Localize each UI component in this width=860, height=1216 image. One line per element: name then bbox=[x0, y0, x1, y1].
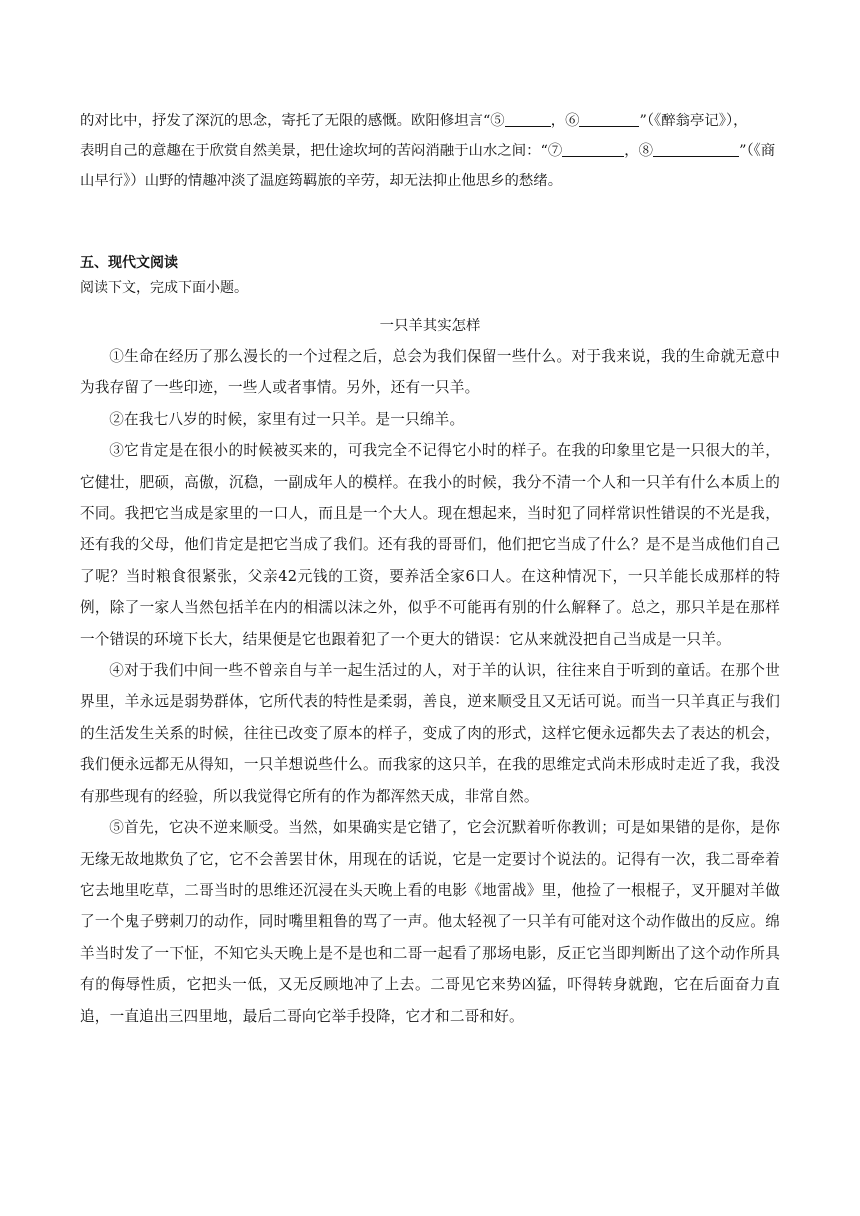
article-paragraph-1: ①生命在经历了那么漫长的一个过程之后，总会为我们保留一些什么。对于我来说，我的生命就无意中为我存留了一些印迹，一些人或者事情。另外，还有一只羊。 bbox=[80, 348, 780, 397]
text-segment: ”（《醉翁亭记》）， bbox=[639, 113, 748, 129]
answer-blank-6[interactable] bbox=[579, 112, 639, 127]
fill-in-text bbox=[80, 106, 780, 196]
article-title: 一只羊其实怎样 bbox=[379, 318, 481, 334]
article-paragraph-5: ⑤首先，它决不逆来顺受。当然，如果确实是它错了，它会沉默着听你教训；可是如果错的是你，是你无缘无故地欺负了它，它不会善罢甘休，用现在的话说，它是一定要讨个说法的。记得有一次，我二哥牵着它去地里吃草，二哥当时的思维还沉浸在头天晚上看的电影《地雷战》里，他捡了一根棍子，叉开腿对羊做了一个鬼子劈刺刀的动作，同时嘴里粗鲁的骂了一声。他太轻视了一只羊有可能对这个动作做出的反应。绵羊当时发了一下怔，不知它头天晚上是不是也和二哥一起看了那场电影，反正它当即判断出了这个动作所具有的侮辱性质，它把头一低，又无反顾地冲了上去。二哥见它来势凶猛，吓得转身就跑，它在后面奋力直追，一直追出三四里地，最后二哥向它举手投降，它才和二哥和好。 bbox=[80, 819, 780, 1025]
article-body bbox=[80, 341, 780, 1032]
text-segment: 表明自己的意趣在于欣赏自然美景，把仕途坎坷的苦闷消融于山水之间：“⑦ bbox=[80, 143, 563, 159]
section-instruction: 阅读下文，完成下面小题。 bbox=[80, 280, 248, 296]
answer-blank-7[interactable] bbox=[562, 142, 624, 157]
text-segment: 山早行》）山野的情趣冲淡了温庭筠羁旅的辛劳，却无法抑止他思乡的愁绪。 bbox=[80, 173, 563, 189]
article-paragraph-2: ②在我七八岁的时候，家里有过一只羊。是一只绵羊。 bbox=[109, 410, 465, 428]
text-segment: 的对比中，抒发了深沉的思念，寄托了无限的感慨。欧阳修坦言“⑤ bbox=[80, 113, 505, 129]
text-segment: ”（《商 bbox=[739, 143, 776, 159]
answer-blank-5[interactable] bbox=[505, 112, 551, 127]
article-paragraph-4: ④对于我们中间一些不曾亲自与羊一起生活过的人，对于羊的认识，往往来自于听到的童话。在那个世界里，羊永远是弱势群体，它所代表的特性是柔弱，善良，逆来顺受且又无话可说。而当一只羊真正与我们的生活发生关系的时候，往往已改变了原本的样子，变成了肉的形式，这样它便永远都失去了表达的机会，我们便永远都无从得知，一只羊想说些什么。而我家的这只羊，在我的思维定式尚未形成时走近了我，我没有那些现有的经验，所以我觉得它所有的作为都浑然天成，非常自然。 bbox=[80, 662, 780, 805]
article-paragraph-3: ③它肯定是在很小的时候被买来的，可我完全不记得它小时的样子。在我的印象里它是一只很大的羊，它健壮，肥硕，高傲，沉稳，一副成年人的模样。在我小的时候，我分不清一个人和一只羊有什么本质上的不同。我把它当成是家里的一口人，而且是一个大人。现在想起来，当时犯了同样常识性错误的不光是我，还有我的父母，他们肯定是把它当成了我们。还有我的哥哥们，他们把它当成了什么？是不是当成他们自己了呢？当时粮食很紧张，父亲42元钱的工资，要养活全家6口人。在这种情况下，一只羊能长成那样的特例，除了一家人当然包括羊在内的相濡以沫之外，似乎不可能再有别的什么解释了。总之，那只羊是在那样一个错误的环境下长大，结果便是它也跟着犯了一个更大的错误：它从来就没把自己当成是一只羊。 bbox=[80, 442, 780, 648]
text-segment: ，⑥ bbox=[550, 113, 580, 129]
text-segment: ，⑧ bbox=[624, 143, 654, 159]
poetry-fill-in-paragraph bbox=[80, 106, 780, 196]
section-heading: 五、现代文阅读 bbox=[80, 255, 178, 271]
answer-blank-8[interactable] bbox=[653, 142, 739, 157]
